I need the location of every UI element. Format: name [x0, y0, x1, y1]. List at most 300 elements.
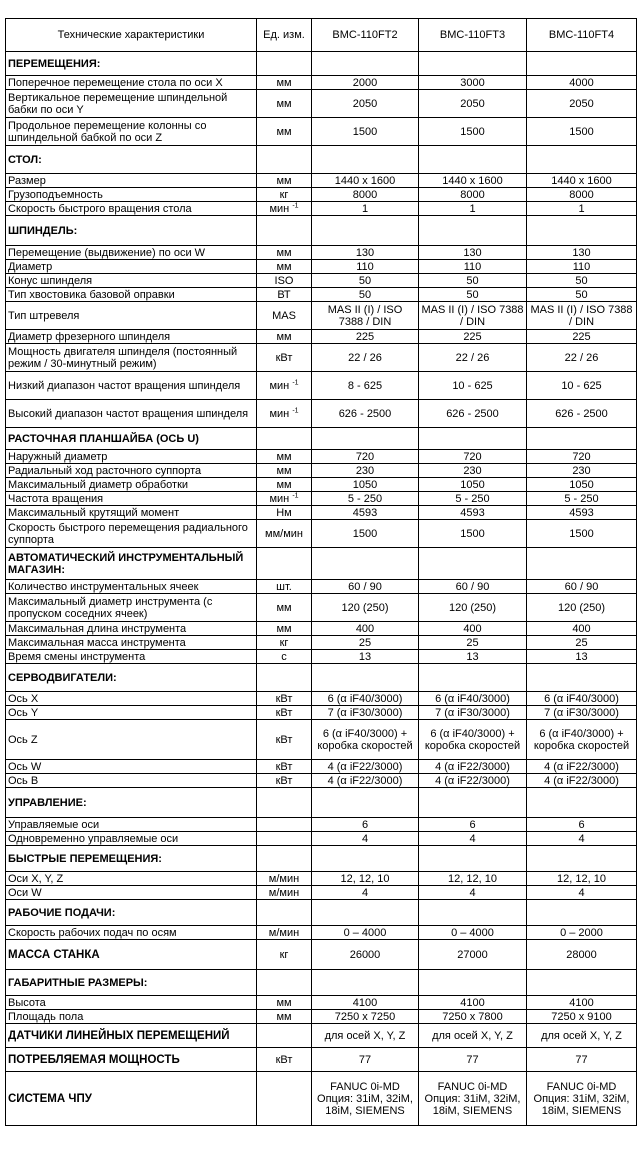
value-ft4: 400 — [527, 622, 637, 636]
table-row — [6, 926, 637, 940]
empty-cell — [527, 788, 637, 818]
table-row — [6, 478, 637, 492]
empty-cell — [312, 428, 419, 450]
empty-cell — [257, 548, 312, 580]
param-label: Ось Z — [6, 720, 257, 760]
unit-text: с — [281, 650, 287, 663]
unit-text: мм — [276, 996, 292, 1009]
empty-cell — [312, 970, 419, 996]
empty-cell — [527, 52, 637, 76]
section-row — [6, 900, 637, 926]
value-ft4: 12, 12, 10 — [527, 872, 637, 886]
value-ft3: 720 — [419, 450, 527, 464]
section-title: АВТОМАТИЧЕСКИЙ ИНСТРУМЕНТАЛЬНЫЙ МАГАЗИН: — [6, 548, 257, 580]
param-label: Ось X — [6, 692, 257, 706]
table-row — [6, 692, 637, 706]
value-ft4: 50 — [527, 288, 637, 302]
value-ft3: 3000 — [419, 76, 527, 90]
value-ft4: 1500 — [527, 118, 637, 146]
unit-text: мин — [269, 379, 290, 392]
table-row — [6, 774, 637, 788]
unit-text: кг — [279, 188, 289, 201]
value-ft3: 110 — [419, 260, 527, 274]
value-ft3: 4 — [419, 886, 527, 900]
param-label: Максимальный диаметр обработки — [6, 478, 257, 492]
param-label: Наружный диаметр — [6, 450, 257, 464]
value-ft4: 6 (α iF40/3000) — [527, 692, 637, 706]
table-row — [6, 302, 637, 330]
value-ft3: 0 – 4000 — [419, 926, 527, 940]
section-value-row — [6, 1072, 637, 1126]
unit-text: мм — [276, 97, 292, 110]
unit-cell — [257, 302, 312, 330]
value-ft3: 6 — [419, 818, 527, 832]
unit-text: MAS — [272, 309, 296, 322]
section-title: ГАБАРИТНЫЕ РАЗМЕРЫ: — [6, 970, 257, 996]
unit-cell — [257, 650, 312, 664]
value-ft3: 120 (250) — [419, 594, 527, 622]
value-ft4: для осей X, Y, Z — [527, 1024, 637, 1048]
empty-cell — [527, 970, 637, 996]
section-row — [6, 428, 637, 450]
value-ft2: 4100 — [312, 996, 419, 1010]
empty-cell — [527, 216, 637, 246]
value-ft4: 720 — [527, 450, 637, 464]
empty-cell — [312, 846, 419, 872]
value-ft2: 50 — [312, 274, 419, 288]
value-ft4: 4 — [527, 886, 637, 900]
value-ft3: 225 — [419, 330, 527, 344]
table-row — [6, 464, 637, 478]
value-ft3: 6 (α iF40/3000) + коробка скоростей — [419, 720, 527, 760]
unit-cell — [257, 926, 312, 940]
param-label: Оси X, Y, Z — [6, 872, 257, 886]
header-row — [6, 19, 637, 52]
param-label: Одновременно управляемые оси — [6, 832, 257, 846]
empty-cell — [419, 664, 527, 692]
unit-cell — [257, 274, 312, 288]
param-label: Мощность двигателя шпинделя (постоянный режим / 30-минутный режим) — [6, 344, 257, 372]
value-ft2: 2000 — [312, 76, 419, 90]
spec-body — [6, 52, 637, 1126]
spec-table — [5, 18, 637, 1126]
value-ft3: 27000 — [419, 940, 527, 970]
value-ft4: 22 / 26 — [527, 344, 637, 372]
unit-cell — [257, 940, 312, 970]
table-row — [6, 330, 637, 344]
param-label: СИСТЕМА ЧПУ — [6, 1072, 257, 1126]
empty-cell — [419, 146, 527, 174]
section-row — [6, 146, 637, 174]
value-ft4: 2050 — [527, 90, 637, 118]
value-ft4: 28000 — [527, 940, 637, 970]
section-title: СЕРВОДВИГАТЕЛИ: — [6, 664, 257, 692]
value-ft3: 1500 — [419, 118, 527, 146]
unit-text: мин — [269, 202, 290, 215]
unit-text: кВт — [275, 760, 293, 773]
value-ft2: MAS II (I) / ISO 7388 / DIN — [312, 302, 419, 330]
unit-cell — [257, 692, 312, 706]
value-ft3: 50 — [419, 288, 527, 302]
value-ft4: 7 (α iF30/3000) — [527, 706, 637, 720]
value-ft2: 225 — [312, 330, 419, 344]
header-model-ft3: BMC-110FT3 — [419, 19, 527, 52]
unit-text: мм — [276, 260, 292, 273]
value-ft4: 1440 x 1600 — [527, 174, 637, 188]
unit-cell — [257, 478, 312, 492]
unit-cell — [257, 594, 312, 622]
table-row — [6, 818, 637, 832]
value-ft3: 1 — [419, 202, 527, 216]
unit-cell — [257, 174, 312, 188]
table-row — [6, 760, 637, 774]
value-ft3: 4593 — [419, 506, 527, 520]
unit-text: шт. — [276, 580, 292, 593]
empty-cell — [312, 900, 419, 926]
value-ft3: FANUC 0i-MD Опция: 31iM, 32iM, 18iM, SIEMENS — [419, 1072, 527, 1126]
unit-text: кВт — [275, 1053, 293, 1066]
unit-text: кВт — [275, 706, 293, 719]
unit-superscript: -1 — [292, 201, 299, 209]
header-model-ft4: BMC-110FT4 — [527, 19, 637, 52]
value-ft4: 4 (α iF22/3000) — [527, 774, 637, 788]
unit-text: мм — [276, 246, 292, 259]
param-label: Максимальный диаметр инструмента (с пропуском соседних ячеек) — [6, 594, 257, 622]
param-label: Ось Y — [6, 706, 257, 720]
value-ft3: 4 (α iF22/3000) — [419, 760, 527, 774]
param-label: Максимальная масса инструмента — [6, 636, 257, 650]
empty-cell — [257, 900, 312, 926]
value-ft2: 12, 12, 10 — [312, 872, 419, 886]
value-ft4: 1050 — [527, 478, 637, 492]
param-label: ПОТРЕБЛЯЕМАЯ МОЩНОСТЬ — [6, 1048, 257, 1072]
param-label: Время смены инструмента — [6, 650, 257, 664]
param-label: Высокий диапазон частот вращения шпинделя — [6, 400, 257, 428]
value-ft4: 1 — [527, 202, 637, 216]
value-ft2: 6 — [312, 818, 419, 832]
table-row — [6, 246, 637, 260]
param-label: Продольное перемещение колонны со шпиндельной бабкой по оси Z — [6, 118, 257, 146]
value-ft4: 225 — [527, 330, 637, 344]
table-row — [6, 274, 637, 288]
unit-text: мм — [276, 76, 292, 89]
value-ft4: 7250 x 9100 — [527, 1010, 637, 1024]
param-label: Размер — [6, 174, 257, 188]
value-ft3: 6 (α iF40/3000) — [419, 692, 527, 706]
param-label: Количество инструментальных ячеек — [6, 580, 257, 594]
table-row — [6, 580, 637, 594]
value-ft2: 6 (α iF40/3000) + коробка скоростей — [312, 720, 419, 760]
unit-cell — [257, 90, 312, 118]
unit-cell — [257, 1024, 312, 1048]
param-label: Перемещение (выдвижение) по оси W — [6, 246, 257, 260]
unit-cell — [257, 636, 312, 650]
value-ft3: 7 (α iF30/3000) — [419, 706, 527, 720]
empty-cell — [257, 788, 312, 818]
section-title: РАСТОЧНАЯ ПЛАНШАЙБА (ОСЬ U) — [6, 428, 257, 450]
param-label: Грузоподъемность — [6, 188, 257, 202]
value-ft4: 230 — [527, 464, 637, 478]
value-ft2: 1500 — [312, 520, 419, 548]
unit-text: м/мин — [268, 926, 300, 939]
unit-text: мм — [276, 622, 292, 635]
param-label: Максимальный крутящий момент — [6, 506, 257, 520]
value-ft3: для осей X, Y, Z — [419, 1024, 527, 1048]
value-ft2: 130 — [312, 246, 419, 260]
value-ft4: 6 (α iF40/3000) + коробка скоростей — [527, 720, 637, 760]
value-ft3: 13 — [419, 650, 527, 664]
table-row — [6, 450, 637, 464]
value-ft2: 230 — [312, 464, 419, 478]
unit-cell — [257, 344, 312, 372]
value-ft2: 26000 — [312, 940, 419, 970]
unit-cell — [257, 464, 312, 478]
unit-text: мм — [276, 601, 292, 614]
unit-cell — [257, 774, 312, 788]
value-ft4: MAS II (I) / ISO 7388 / DIN — [527, 302, 637, 330]
value-ft2: 50 — [312, 288, 419, 302]
unit-text: кг — [279, 636, 289, 649]
table-row — [6, 76, 637, 90]
value-ft2: 77 — [312, 1048, 419, 1072]
unit-text: мм — [276, 478, 292, 491]
param-label: Максимальная длина инструмента — [6, 622, 257, 636]
section-row — [6, 846, 637, 872]
empty-cell — [419, 788, 527, 818]
param-label: Высота — [6, 996, 257, 1010]
param-label: Низкий диапазон частот вращения шпинделя — [6, 372, 257, 400]
unit-cell — [257, 1010, 312, 1024]
unit-text: мм — [276, 1010, 292, 1023]
table-row — [6, 118, 637, 146]
table-row — [6, 706, 637, 720]
unit-text: мм — [276, 125, 292, 138]
empty-cell — [312, 788, 419, 818]
value-ft2: 626 - 2500 — [312, 400, 419, 428]
param-label: Скорость рабочих подач по осям — [6, 926, 257, 940]
empty-cell — [527, 548, 637, 580]
unit-text: м/мин — [268, 886, 300, 899]
value-ft3: 130 — [419, 246, 527, 260]
value-ft4: 120 (250) — [527, 594, 637, 622]
value-ft2: 0 – 4000 — [312, 926, 419, 940]
unit-cell — [257, 400, 312, 428]
value-ft3: 4 — [419, 832, 527, 846]
unit-superscript: -1 — [292, 491, 299, 499]
unit-text: мм — [276, 330, 292, 343]
empty-cell — [419, 900, 527, 926]
table-row — [6, 372, 637, 400]
empty-cell — [257, 846, 312, 872]
empty-cell — [312, 548, 419, 580]
value-ft4: 77 — [527, 1048, 637, 1072]
value-ft3: 4 (α iF22/3000) — [419, 774, 527, 788]
empty-cell — [419, 548, 527, 580]
unit-cell — [257, 260, 312, 274]
param-label: МАССА СТАНКА — [6, 940, 257, 970]
value-ft2: 2050 — [312, 90, 419, 118]
value-ft3: 4100 — [419, 996, 527, 1010]
section-title: БЫСТРЫЕ ПЕРЕМЕЩЕНИЯ: — [6, 846, 257, 872]
value-ft2: 1440 x 1600 — [312, 174, 419, 188]
unit-cell — [257, 450, 312, 464]
param-label: Поперечное перемещение стола по оси X — [6, 76, 257, 90]
unit-text: мм — [276, 174, 292, 187]
unit-cell — [257, 506, 312, 520]
value-ft4: 110 — [527, 260, 637, 274]
unit-cell — [257, 246, 312, 260]
param-label: Площадь пола — [6, 1010, 257, 1024]
param-label: Вертикальное перемещение шпиндельной бабки по оси Y — [6, 90, 257, 118]
unit-text: ВТ — [277, 288, 291, 301]
unit-cell — [257, 580, 312, 594]
empty-cell — [312, 216, 419, 246]
section-title: ПЕРЕМЕЩЕНИЯ: — [6, 52, 257, 76]
param-label: Радиальный ход расточного суппорта — [6, 464, 257, 478]
section-row — [6, 52, 637, 76]
table-row — [6, 832, 637, 846]
unit-cell — [257, 706, 312, 720]
section-title: РАБОЧИЕ ПОДАЧИ: — [6, 900, 257, 926]
empty-cell — [419, 216, 527, 246]
unit-cell — [257, 330, 312, 344]
table-row — [6, 636, 637, 650]
value-ft2: 1 — [312, 202, 419, 216]
value-ft4: 4000 — [527, 76, 637, 90]
section-row — [6, 970, 637, 996]
unit-text: мин — [269, 492, 290, 505]
unit-text: мм/мин — [265, 527, 303, 540]
unit-cell — [257, 872, 312, 886]
table-row — [6, 506, 637, 520]
value-ft2: 60 / 90 — [312, 580, 419, 594]
value-ft2: 22 / 26 — [312, 344, 419, 372]
unit-cell — [257, 832, 312, 846]
empty-cell — [419, 52, 527, 76]
value-ft3: 25 — [419, 636, 527, 650]
value-ft2: 7 (α iF30/3000) — [312, 706, 419, 720]
value-ft3: 77 — [419, 1048, 527, 1072]
table-row — [6, 996, 637, 1010]
unit-cell — [257, 202, 312, 216]
empty-cell — [257, 216, 312, 246]
header-model-ft2: BMC-110FT2 — [312, 19, 419, 52]
value-ft2: 720 — [312, 450, 419, 464]
empty-cell — [527, 846, 637, 872]
value-ft2: 6 (α iF40/3000) — [312, 692, 419, 706]
unit-cell — [257, 288, 312, 302]
value-ft2: 5 - 250 — [312, 492, 419, 506]
value-ft3: 2050 — [419, 90, 527, 118]
table-row — [6, 520, 637, 548]
value-ft3: 1440 x 1600 — [419, 174, 527, 188]
unit-cell — [257, 886, 312, 900]
table-row — [6, 622, 637, 636]
section-title: СТОЛ: — [6, 146, 257, 174]
table-row — [6, 872, 637, 886]
section-row — [6, 548, 637, 580]
value-ft3: 50 — [419, 274, 527, 288]
value-ft2: 25 — [312, 636, 419, 650]
table-row — [6, 492, 637, 506]
empty-cell — [419, 428, 527, 450]
value-ft2: 120 (250) — [312, 594, 419, 622]
table-row — [6, 202, 637, 216]
unit-text: мм — [276, 450, 292, 463]
table-row — [6, 174, 637, 188]
table-row — [6, 260, 637, 274]
unit-cell — [257, 188, 312, 202]
section-value-row — [6, 940, 637, 970]
table-row — [6, 344, 637, 372]
param-label: Диаметр фрезерного шпинделя — [6, 330, 257, 344]
unit-superscript: -1 — [292, 378, 299, 386]
unit-cell — [257, 520, 312, 548]
section-row — [6, 664, 637, 692]
value-ft3: 5 - 250 — [419, 492, 527, 506]
value-ft2: 4 (α iF22/3000) — [312, 760, 419, 774]
value-ft2: 4593 — [312, 506, 419, 520]
value-ft4: 130 — [527, 246, 637, 260]
value-ft3: 12, 12, 10 — [419, 872, 527, 886]
unit-text: кВт — [275, 733, 293, 746]
value-ft4: 4 — [527, 832, 637, 846]
unit-cell — [257, 76, 312, 90]
param-label: Тип штревеля — [6, 302, 257, 330]
param-label: Частота вращения — [6, 492, 257, 506]
unit-text: кВт — [275, 351, 293, 364]
value-ft4: 10 - 625 — [527, 372, 637, 400]
value-ft2: 8000 — [312, 188, 419, 202]
empty-cell — [257, 52, 312, 76]
unit-superscript: -1 — [292, 406, 299, 414]
header-unit: Ед. изм. — [257, 19, 312, 52]
table-row — [6, 288, 637, 302]
unit-cell — [257, 1072, 312, 1126]
unit-text: м/мин — [268, 872, 300, 885]
param-label: Скорость быстрого вращения стола — [6, 202, 257, 216]
value-ft2: 4 — [312, 886, 419, 900]
empty-cell — [419, 970, 527, 996]
empty-cell — [257, 146, 312, 174]
value-ft3: 22 / 26 — [419, 344, 527, 372]
empty-cell — [527, 428, 637, 450]
value-ft4: 13 — [527, 650, 637, 664]
unit-text: кг — [279, 948, 289, 961]
value-ft3: 626 - 2500 — [419, 400, 527, 428]
value-ft2: 1050 — [312, 478, 419, 492]
empty-cell — [312, 52, 419, 76]
unit-text: Нм — [276, 506, 292, 519]
value-ft2: 7250 x 7250 — [312, 1010, 419, 1024]
value-ft3: 1500 — [419, 520, 527, 548]
value-ft3: 400 — [419, 622, 527, 636]
value-ft3: 7250 x 7800 — [419, 1010, 527, 1024]
value-ft2: 400 — [312, 622, 419, 636]
value-ft4: 4 (α iF22/3000) — [527, 760, 637, 774]
value-ft2: 8 - 625 — [312, 372, 419, 400]
value-ft3: 1050 — [419, 478, 527, 492]
value-ft4: 6 — [527, 818, 637, 832]
value-ft3: 8000 — [419, 188, 527, 202]
table-row — [6, 400, 637, 428]
header-characteristics: Технические характеристики — [6, 19, 257, 52]
value-ft2: для осей X, Y, Z — [312, 1024, 419, 1048]
empty-cell — [419, 846, 527, 872]
unit-cell — [257, 720, 312, 760]
unit-cell — [257, 622, 312, 636]
table-row — [6, 886, 637, 900]
